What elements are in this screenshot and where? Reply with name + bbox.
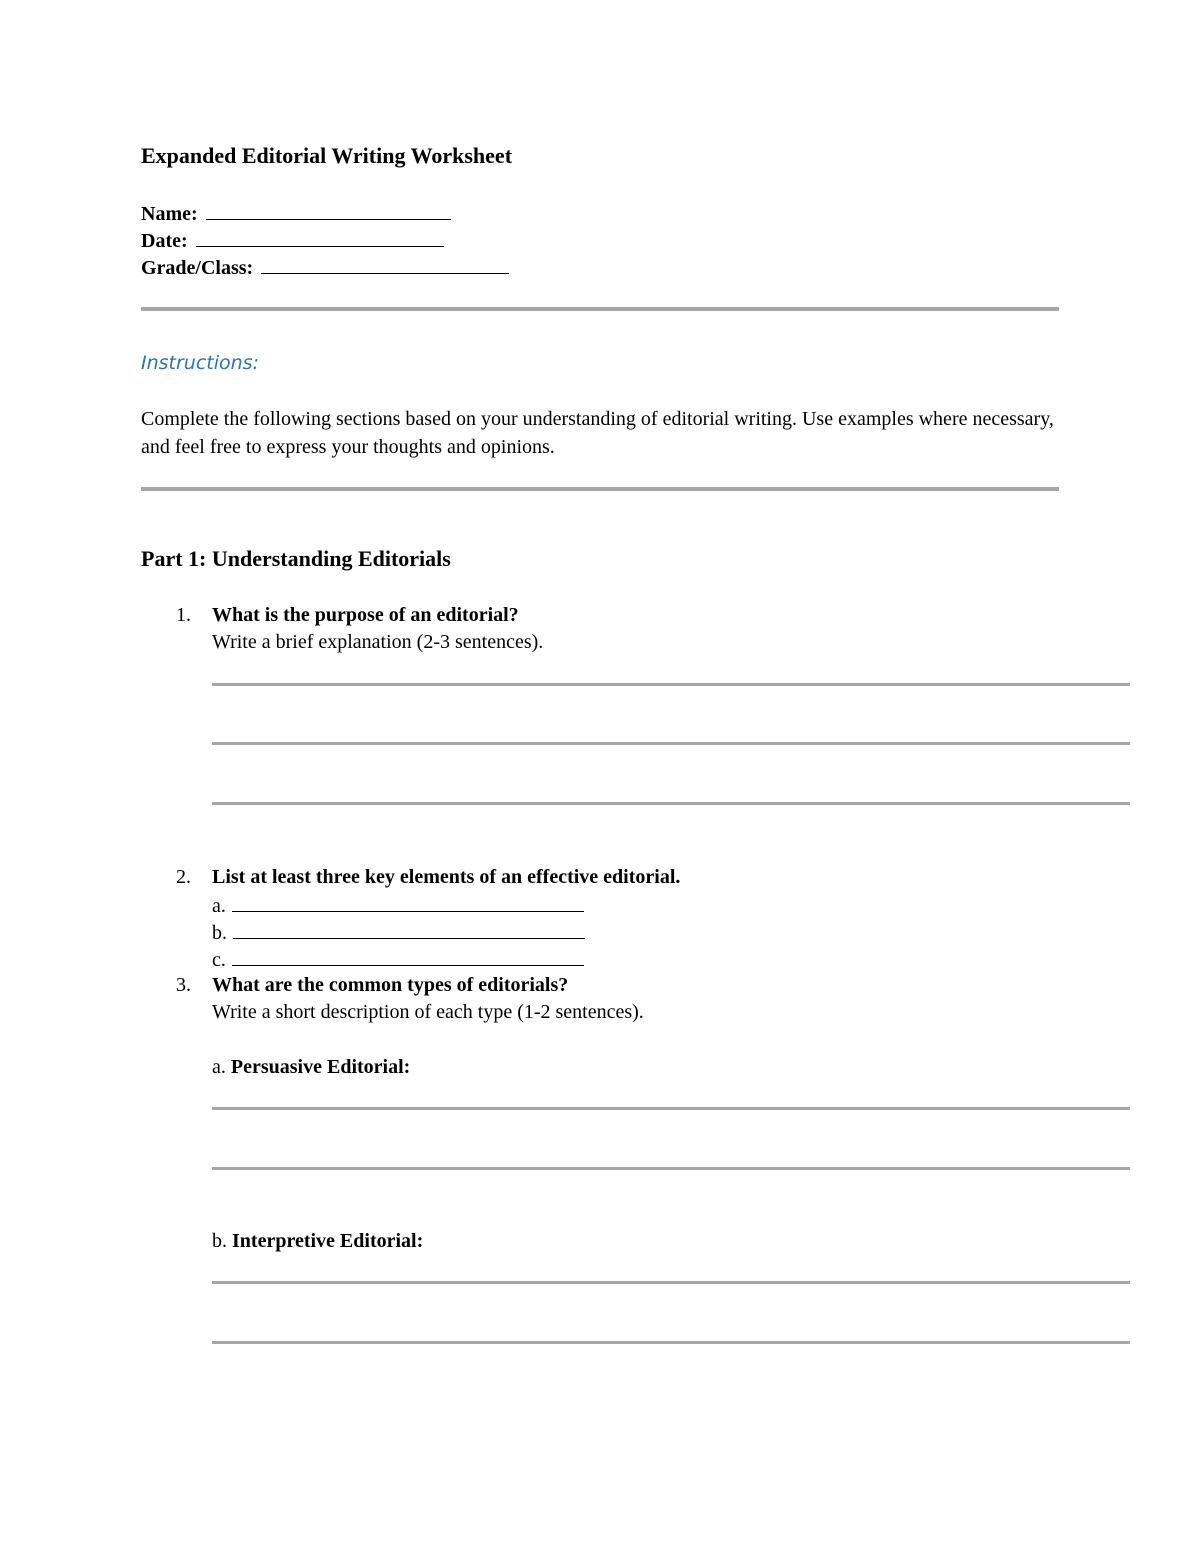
q2-blank-a[interactable] [232,893,584,912]
q3-type-b [212,1230,423,1253]
name-field [141,201,451,228]
date-blank[interactable] [196,228,444,247]
q3a-answer-line[interactable] [212,1107,1130,1110]
page-title: Expanded Editorial Writing Worksheet [141,143,513,168]
name-label: Name: [141,203,198,225]
name-blank[interactable] [206,201,451,220]
grade-field [141,255,509,282]
q2-question: List at least three key elements of an effective editorial. [212,866,681,888]
q3-type-a [212,1056,410,1079]
divider [141,307,1059,311]
instructions-body: Complete the following sections based on your understanding of editorial writing. Use examples where necessary, and feel free to express your thoughts and opinions. [141,408,1054,458]
q1-prompt: Write a brief explanation (2-3 sentences). [212,631,544,653]
instructions-heading: Instructions: [141,352,259,374]
q3-prompt: Write a short description of each type (1-2 sentences). [212,1001,644,1023]
q2-letter-a: a. [212,895,226,917]
q2-item-b [212,920,585,947]
q3a-answer-line[interactable] [212,1167,1130,1170]
q3-type-b-label: Interpretive Editorial: [232,1230,424,1252]
divider [141,487,1059,491]
q3-type-a-letter: a. [212,1056,226,1078]
grade-label: Grade/Class: [141,257,254,279]
date-label: Date: [141,230,188,252]
q2-letter-b: b. [212,922,227,944]
q1-number: 1. [176,604,191,626]
q3b-answer-line[interactable] [212,1281,1130,1284]
q3b-answer-line[interactable] [212,1341,1130,1344]
q3-type-a-label: Persuasive Editorial: [230,1056,411,1078]
date-field [141,228,444,255]
q2-blank-b[interactable] [233,920,585,939]
q3-type-b-letter: b. [212,1230,227,1252]
q2-item-c [212,947,584,974]
q1-answer-line[interactable] [212,683,1130,686]
part1-heading: Part 1: Understanding Editorials [141,546,451,571]
q1-answer-line[interactable] [212,742,1130,745]
q1-answer-line[interactable] [212,802,1130,805]
q2-blank-c[interactable] [232,947,584,966]
q1-question: What is the purpose of an editorial? [212,604,519,626]
q2-letter-c: c. [212,949,226,971]
q3-number: 3. [176,974,191,996]
q2-item-a [212,893,584,920]
q3-question: What are the common types of editorials? [212,974,569,996]
q2-number: 2. [176,866,191,888]
grade-blank[interactable] [261,255,509,274]
